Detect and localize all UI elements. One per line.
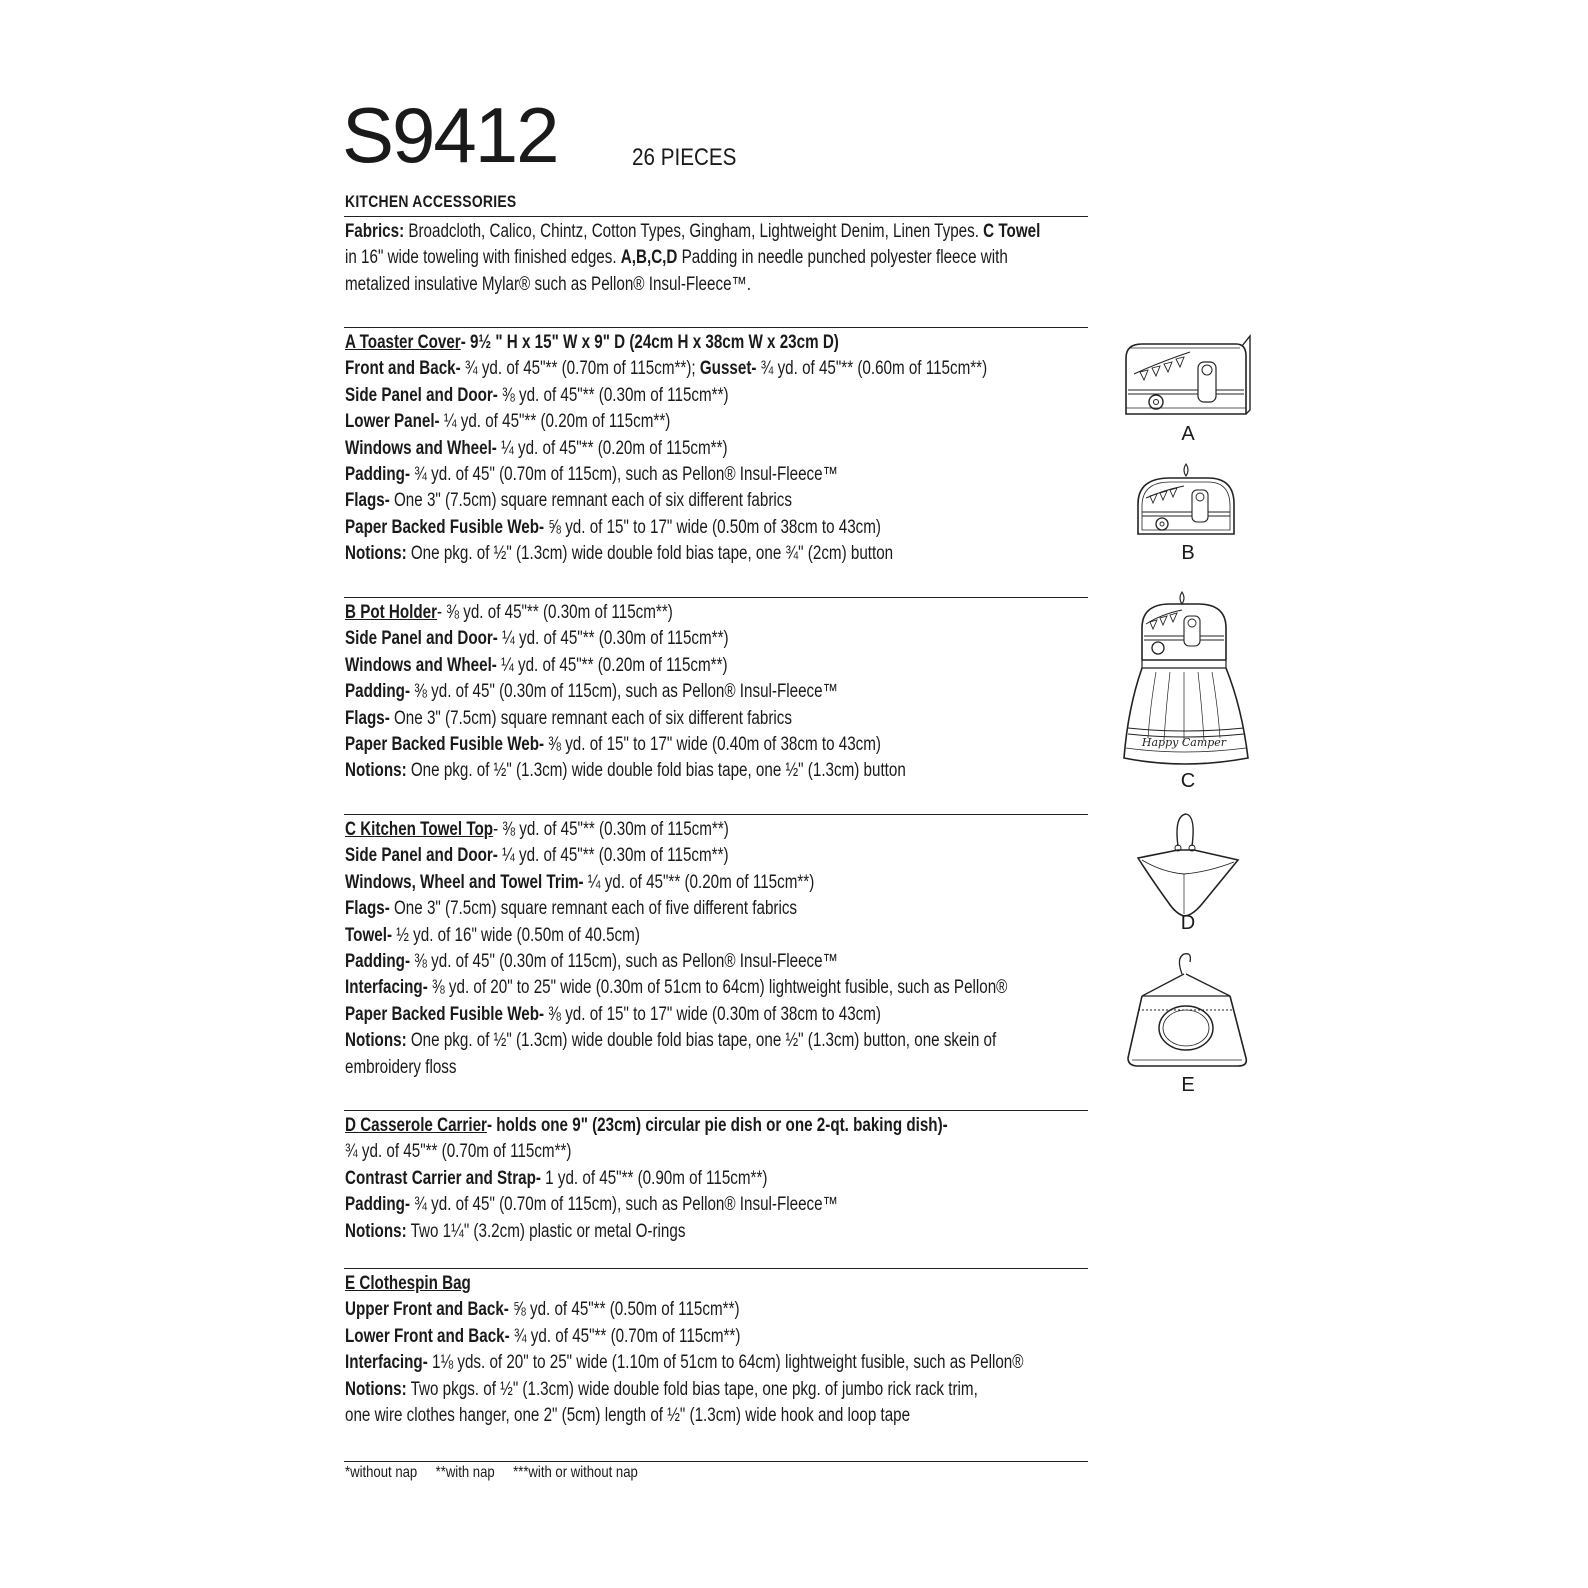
footnote: *without nap <box>345 1464 418 1481</box>
requirement-text: ¼ yd. of 45"** (0.20m of 115cm**) <box>583 871 815 893</box>
towel-embroidery-text: Happy Camper <box>1141 736 1227 749</box>
requirement-text: ¾ yd. of 45" (0.70m of 115cm), such as Pellon® Insul-Fleece™ <box>410 463 838 485</box>
requirement-text: ¼ yd. of 45"** (0.30m of 115cm**) <box>497 845 729 867</box>
requirement-line <box>345 462 1065 488</box>
requirement-text: 1 yd. of 45"** (0.90m of 115cm**) <box>540 1167 768 1189</box>
illustration-label-d: D <box>1180 912 1196 934</box>
requirement-line <box>345 679 1065 705</box>
requirement-label: Flags- <box>345 707 390 729</box>
requirement-text: ½ yd. of 16" wide (0.50m of 40.5cm) <box>392 924 640 946</box>
requirement-line <box>345 1324 1065 1350</box>
requirement-label: Flags- <box>345 490 390 512</box>
section-d-casserole-carrier <box>345 1113 1245 1245</box>
requirement-line <box>345 515 1065 541</box>
requirement-label: Notions: <box>345 1030 407 1052</box>
divider <box>344 814 1088 815</box>
requirement-text: ¾ yd. of 45"** (0.70m of 115cm**); <box>460 358 700 380</box>
requirement-line <box>345 1055 1065 1081</box>
fabrics-c-towel: C Towel <box>983 221 1041 242</box>
requirement-text: ⅝ yd. of 45"** (0.50m of 115cm**) <box>508 1299 740 1321</box>
pot-holder-illustration <box>1130 458 1242 548</box>
requirement-label: Padding- <box>345 463 411 485</box>
requirement-line <box>345 1139 1065 1165</box>
requirement-line <box>345 488 1065 514</box>
fabrics-line-1 <box>345 219 1065 245</box>
requirement-label: Contrast Carrier and Strap- <box>345 1167 541 1189</box>
clothespin-bag-illustration <box>1122 950 1254 1076</box>
requirement-label: Paper Backed Fusible Web- <box>345 1003 545 1025</box>
category-heading: KITCHEN ACCESSORIES <box>345 192 517 211</box>
section-title-name: D Casserole Carrier <box>345 1115 487 1136</box>
requirement-text: One pkg. of ½" (1.3cm) wide double fold bias tape, one ½" (1.3cm) button, one skein of <box>406 1030 997 1052</box>
requirement-line <box>345 409 1065 435</box>
requirement-label: Flags- <box>345 898 390 920</box>
requirement-label: Windows, Wheel and Towel Trim- <box>345 871 584 893</box>
requirement-line <box>345 1403 1065 1429</box>
requirement-label: Gusset- <box>699 358 757 380</box>
section-title <box>345 817 1065 843</box>
requirement-line <box>345 870 1065 896</box>
requirement-text: ¾ yd. of 45"** (0.60m of 115cm**) <box>756 358 988 380</box>
fabrics-text: Broadcloth, Calico, Chintz, Cotton Types, Gingham, Lightweight Denim, Linen Types. <box>404 221 984 242</box>
requirement-line <box>345 1377 1065 1403</box>
requirement-label: Notions: <box>345 760 407 782</box>
requirement-text: ¼ yd. of 45"** (0.20m of 115cm**) <box>496 437 728 459</box>
requirement-text: ¼ yd. of 45"** (0.20m of 115cm**) <box>496 654 728 676</box>
section-title-name: B Pot Holder <box>345 602 438 623</box>
divider <box>344 327 1088 328</box>
requirement-text: One 3" (7.5cm) square remnant each of five different fabrics <box>389 898 798 920</box>
divider <box>344 1268 1088 1269</box>
requirement-label: Lower Panel- <box>345 411 440 433</box>
illustration-label-b: B <box>1181 542 1195 564</box>
requirement-text: ⅜ yd. of 45" (0.30m of 115cm), such as Pellon® Insul-Fleece™ <box>410 950 838 972</box>
requirement-line <box>345 1192 1065 1218</box>
footnotes <box>345 1464 653 1482</box>
requirement-label: Padding- <box>345 1194 411 1216</box>
requirement-text: ¼ yd. of 45"** (0.30m of 115cm**) <box>497 628 729 650</box>
requirement-line <box>345 923 1065 949</box>
kitchen-towel-illustration <box>1120 588 1254 770</box>
casserole-carrier-illustration <box>1128 810 1248 922</box>
section-title-name: A Toaster Cover <box>345 332 461 353</box>
section-title <box>345 1271 1065 1297</box>
illustration-label-e: E <box>1181 1074 1195 1096</box>
requirement-label: Windows and Wheel- <box>345 437 497 459</box>
requirement-line <box>345 732 1065 758</box>
requirement-text: ⅜ yd. of 15" to 17" wide (0.40m of 38cm to 43cm) <box>544 733 881 755</box>
requirement-text: One 3" (7.5cm) square remnant each of six different fabrics <box>389 707 792 729</box>
requirement-label: Paper Backed Fusible Web- <box>345 516 545 538</box>
requirement-line <box>345 1166 1065 1192</box>
fabrics-text: Padding in needle punched polyester fleece with <box>677 247 1008 269</box>
section-c-kitchen-towel <box>345 817 1245 1081</box>
requirement-label: Notions: <box>345 1378 407 1400</box>
footnote: **with nap <box>435 1464 495 1481</box>
requirement-label: Front and Back- <box>345 358 461 380</box>
requirement-text: ¼ yd. of 45"** (0.20m of 115cm**) <box>439 411 671 433</box>
requirement-line <box>345 541 1065 567</box>
requirement-line <box>345 896 1065 922</box>
fabrics-text: in 16" wide toweling with finished edges. <box>345 247 621 269</box>
requirement-text: Two 1¼" (3.2cm) plastic or metal O-rings <box>406 1220 686 1242</box>
section-title-name: E Clothespin Bag <box>345 1273 471 1294</box>
section-a-toaster-cover <box>345 330 1245 568</box>
requirement-label: Upper Front and Back- <box>345 1299 509 1321</box>
requirement-label: Windows and Wheel- <box>345 654 497 676</box>
requirement-line <box>345 626 1065 652</box>
requirement-line <box>345 436 1065 462</box>
requirement-line <box>345 1002 1065 1028</box>
section-title-dims: - 9½ " H x 15" W x 9" D (24cm H x 38cm W x 23cm D) <box>460 332 839 353</box>
pieces-count: 26 PIECES <box>632 144 737 171</box>
fabrics-label: Fabrics: <box>345 221 405 242</box>
requirement-text: One pkg. of ½" (1.3cm) wide double fold bias tape, one ½" (1.3cm) button <box>406 760 906 782</box>
requirement-line <box>345 653 1065 679</box>
requirement-label: Notions: <box>345 543 407 565</box>
requirement-label: Side Panel and Door- <box>345 845 498 867</box>
pattern-number: S9412 <box>342 91 558 179</box>
requirement-text: ¾ yd. of 45"** (0.70m of 115cm**) <box>509 1325 741 1347</box>
requirement-line <box>345 758 1065 784</box>
fabrics-line-2 <box>345 245 1065 271</box>
section-e-clothespin-bag <box>345 1271 1245 1429</box>
divider <box>344 1461 1088 1462</box>
requirement-text: ⅝ yd. of 15" to 17" wide (0.50m of 38cm to 43cm) <box>544 516 881 538</box>
requirement-label: Padding- <box>345 681 411 703</box>
fabrics-section <box>345 219 1245 298</box>
divider <box>344 216 1088 217</box>
requirement-text: 1⅛ yds. of 20" to 25" wide (1.10m of 51cm to 64cm) lightweight fusible, such as Pellon® <box>427 1352 1024 1374</box>
requirement-text: ⅜ yd. of 45"** (0.30m of 115cm**) <box>497 384 729 406</box>
requirement-text: one wire clothes hanger, one 2" (5cm) length of ½" (1.3cm) wide hook and loop tape <box>345 1404 911 1426</box>
requirement-label: Padding- <box>345 950 411 972</box>
divider <box>344 1110 1088 1111</box>
requirement-text: Two pkgs. of ½" (1.3cm) wide double fold bias tape, one pkg. of jumbo rick rack trim, <box>406 1378 978 1400</box>
toaster-cover-illustration <box>1120 334 1252 420</box>
requirement-text: One 3" (7.5cm) square remnant each of six different fabrics <box>389 490 792 512</box>
requirement-line <box>345 706 1065 732</box>
requirement-label: Notions: <box>345 1220 407 1242</box>
section-title <box>345 600 1065 626</box>
requirement-line <box>345 949 1065 975</box>
divider <box>344 597 1088 598</box>
section-title-rest: - ⅜ yd. of 45"** (0.30m of 115cm**) <box>493 819 729 840</box>
section-title <box>345 330 1065 356</box>
requirement-text: embroidery floss <box>345 1056 457 1078</box>
fabrics-line-3: metalized insulative Mylar® such as Pellon® Insul-Fleece™. <box>345 273 751 295</box>
requirement-text: ⅜ yd. of 20" to 25" wide (0.30m of 51cm to 64cm) lightweight fusible, such as Pellon® <box>427 977 1008 999</box>
section-title-name: C Kitchen Towel Top <box>345 819 494 840</box>
requirement-line <box>345 1219 1065 1245</box>
requirement-line <box>345 843 1065 869</box>
requirement-line <box>345 356 1065 382</box>
requirement-text: ⅜ yd. of 45" (0.30m of 115cm), such as Pellon® Insul-Fleece™ <box>410 681 838 703</box>
section-title-rest: - ⅜ yd. of 45"** (0.30m of 115cm**) <box>437 602 673 623</box>
section-title-rest: - holds one 9" (23cm) circular pie dish or one 2-qt. baking dish)- <box>486 1115 948 1136</box>
requirement-label: Interfacing- <box>345 977 428 999</box>
requirement-label: Towel- <box>345 924 393 946</box>
requirement-text: ¾ yd. of 45"** (0.70m of 115cm**) <box>345 1141 572 1163</box>
requirement-label: Side Panel and Door- <box>345 384 498 406</box>
requirement-line <box>345 1350 1065 1376</box>
requirement-label: Side Panel and Door- <box>345 628 498 650</box>
fabrics-abcd: A,B,C,D <box>620 247 678 269</box>
illustration-label-c: C <box>1180 770 1196 792</box>
requirement-line <box>345 1028 1065 1054</box>
requirement-text: ⅜ yd. of 15" to 17" wide (0.30m of 38cm to 43cm) <box>544 1003 881 1025</box>
footnote: ***with or without nap <box>513 1464 638 1481</box>
requirement-text: ¾ yd. of 45" (0.70m of 115cm), such as Pellon® Insul-Fleece™ <box>410 1194 838 1216</box>
requirement-line <box>345 975 1065 1001</box>
requirement-line <box>345 1297 1065 1323</box>
requirement-line <box>345 383 1065 409</box>
requirement-label: Lower Front and Back- <box>345 1325 510 1347</box>
illustration-label-a: A <box>1181 423 1195 445</box>
requirement-text: One pkg. of ½" (1.3cm) wide double fold bias tape, one ¾" (2cm) button <box>406 543 894 565</box>
requirement-label: Interfacing- <box>345 1352 428 1374</box>
section-title <box>345 1113 1065 1139</box>
requirement-label: Paper Backed Fusible Web- <box>345 733 545 755</box>
section-b-pot-holder <box>345 600 1245 785</box>
